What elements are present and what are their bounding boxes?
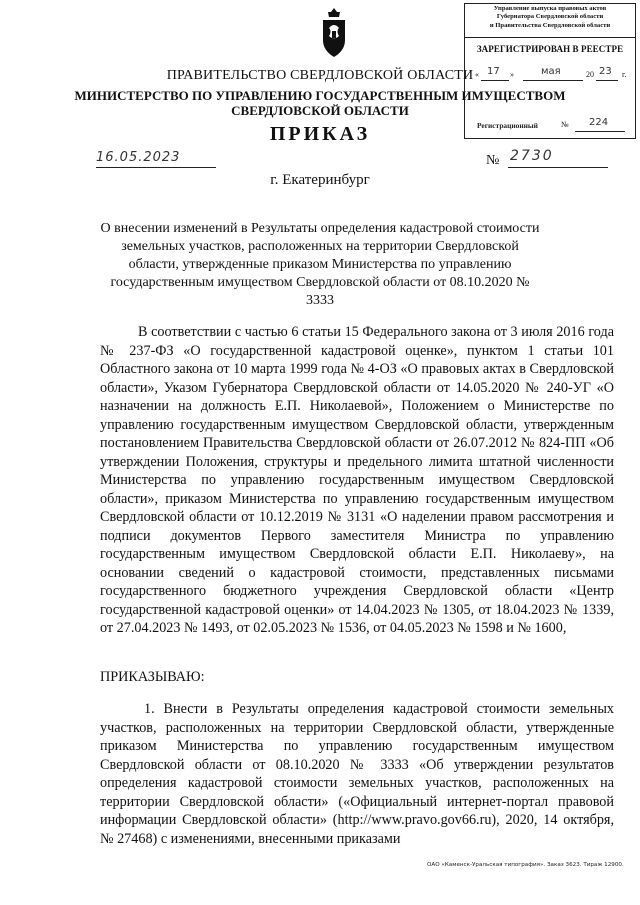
stamp-year-unit: г. <box>622 70 627 79</box>
ministry-title-line1: МИНИСТЕРСТВО ПО УПРАВЛЕНИЮ ГОСУДАРСТВЕННЫМ ИМУЩЕСТВОМ <box>74 88 566 103</box>
stamp-year-prefix: 20 <box>586 70 594 79</box>
stamp-day: 17 <box>487 66 500 77</box>
number-underline <box>508 167 608 168</box>
stamp-reg-sign: № <box>561 120 569 129</box>
order-word: ПРИКАЗЫВАЮ: <box>100 669 205 685</box>
printer-footer: ОАО «Каменск-Уральская типография». Заказ 3623. Тираж 12900. <box>427 862 624 868</box>
stamp-close-quote: » <box>510 70 514 79</box>
coat-of-arms-icon <box>320 6 348 60</box>
stamp-year: 23 <box>599 66 612 77</box>
stamp-title: ЗАРЕГИСТРИРОВАН В РЕЕСТРЕ <box>476 44 624 54</box>
doc-type: ПРИКАЗ <box>269 123 371 145</box>
order-date: 16.05.2023 <box>96 150 181 165</box>
stamp-month: мая <box>541 66 561 77</box>
order-subject: О внесении изменений в Результаты определения кадастровой стоимости земельных участков, расположенных на территории Свердловской области, утвержденные приказом Министерства по управлению государственным имуществом Свердловской области от 08.10.2020 № 3333 <box>100 221 540 308</box>
government-title: ПРАВИТЕЛЬСТВО СВЕРДЛОВСКОЙ ОБЛАСТИ <box>166 68 474 83</box>
stamp-open-quote: « <box>475 70 479 79</box>
stamp-reg-label: Регистрационный <box>477 121 538 130</box>
order-number: 2730 <box>510 148 554 164</box>
ministry-title <box>0 88 640 118</box>
number-sign: № <box>486 153 500 168</box>
item-1-paragraph: 1. Внести в Результаты определения кадастровой стоимости земельных участков, расположенных на территории Свердловской области, утвержденные приказом Министерства по управлению государственным имуществом Свердловской области от 08.10.2020 № 3333 «Об утверждении результатов определения кадастровой стоимости земельных участков, расположенных на территории Свердловской области» («Официальный интернет-портал правовой информации Свердловской области» (http://www.pravo.gov66.ru), 2020, 14 октября, № 27468) с изменениями, внесенными приказами <box>100 701 614 847</box>
stamp-authority: Управление выпуска правовых актов Губернатора Свердловской области и Правительства Свердловской области <box>465 4 635 38</box>
ministry-title-line2: СВЕРДЛОВСКОЙ ОБЛАСТИ <box>231 103 409 118</box>
date-underline <box>96 167 216 168</box>
city: г. Екатеринбург <box>270 172 370 188</box>
preamble-paragraph: В соответствии с частью 6 статьи 15 Федерального закона от 3 июля 2016 года № 237-ФЗ «О государственной кадастровой оценке», пунктом 1 статьи 101 Областного закона от 10 марта 1999 года № 4-ОЗ «О правовых актах в Свердловской области», Указом Губернатора Свердловской области от 14.05.2020 № 240-УГ «О назначении на должность Е.П. Николаевой», Положением о Министерстве по управлению государственным имуществом Свердловской области, утвержденным постановлением Правительства Свердловской области от 26.07.2012 № 824-ПП «Об утверждении Положения, структуры и предельного лимита штатной численности Министерства по управлению государственным имуществом Свердловской области», приказом Министерства по управлению государственным имуществом Свердловской области от 10.12.2019 № 3131 «О наделении правом рассмотрения и подписи документов Первого заместителя Министра по управлению государственным имуществом Свердловской области Е.П. Николаеву», на основании сведений о кадастровой стоимости, представленных письмами государственного бюджетного учреждения Свердловской области «Центр государственной кадастровой оценки» от 14.04.2023 № 1305, от 18.04.2023 № 1339, от 27.04.2023 № 1493, от 02.05.2023 № 1536, от 04.05.2023 № 1598 и № 1600, <box>100 324 614 636</box>
stamp-reg-number: 224 <box>589 117 609 128</box>
